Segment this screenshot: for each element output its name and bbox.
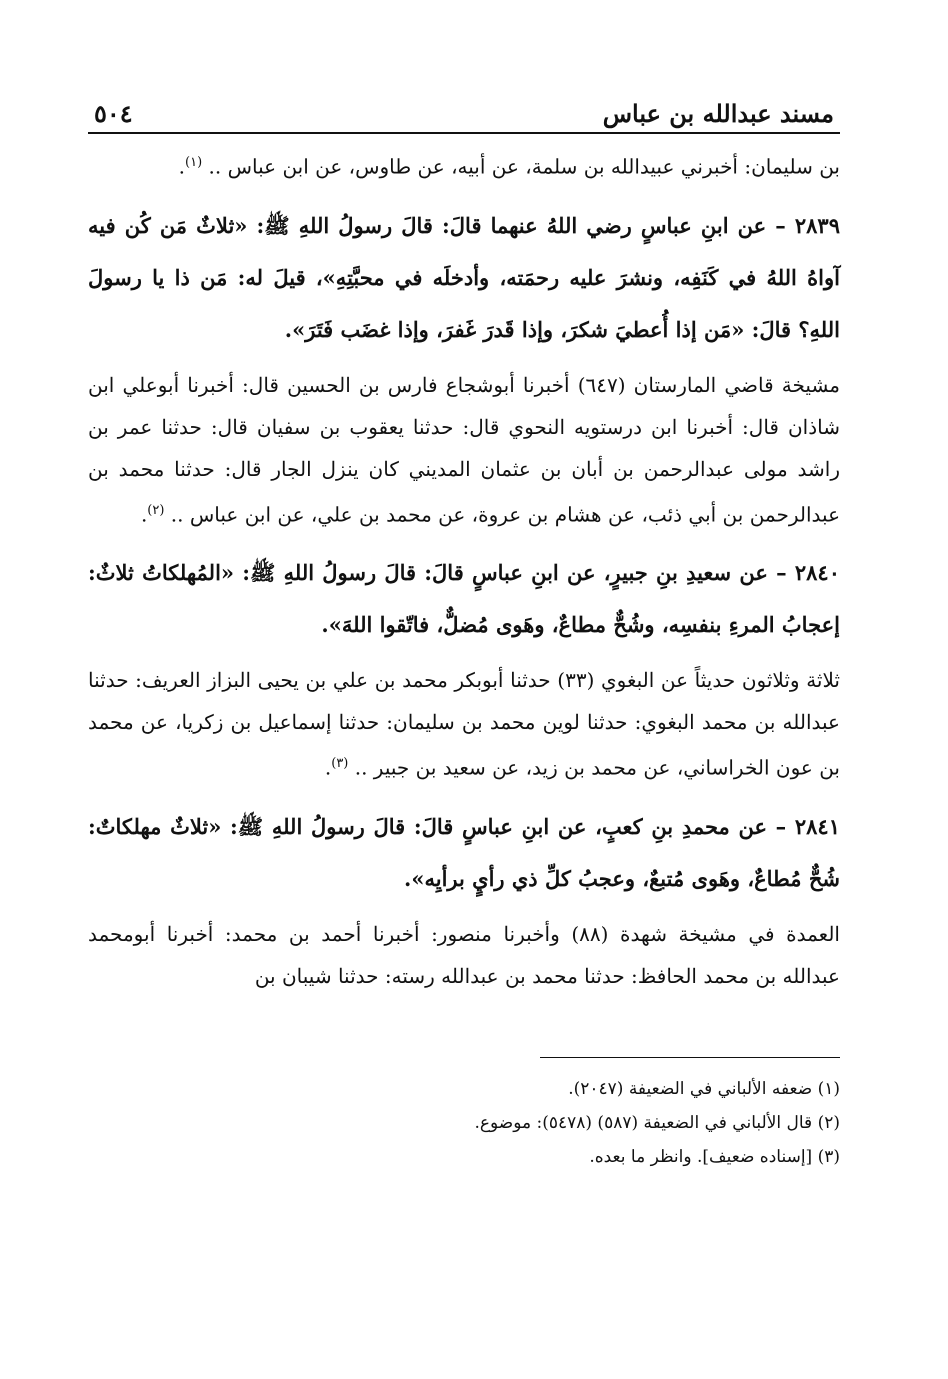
footnote-separator xyxy=(540,1057,840,1058)
hadith-2840: ٢٨٤٠ – عن سعيدِ بنِ جبيرٍ، عن ابنِ عباسٍ قالَ: قالَ رسولُ اللهِ ﷺ: «المُهلكاتُ ثلاثٌ: إعجابُ المرءِ بنفسِه، وشُحٌّ مطاعٌ، وهَوى مُضلٌّ، فاتّقوا اللهَ». xyxy=(88,560,840,638)
source-text-2840: ثلاثة وثلاثون حديثاً عن البغوي (٣٣) حدثنا أبوبكر محمد بن علي بن يحيى البزاز العريف: حدثنا عبدالله بن محمد البغوي: حدثنا لوين محمد بن سليمان: حدثنا إسماعيل بن زكريا، عن محمد بن عون الخراساني، عن محمد بن زيد، عن سعيد بن جبير .. xyxy=(88,668,840,780)
source-paragraph-2839: مشيخة قاضي المارستان (٦٤٧) أخبرنا أبوشجاع فارس بن الحسين قال: أخبرنا أبوعلي ابن شاذان قال: أخبرنا ابن درستويه النحوي قال: حدثنا يعقوب بن سفيان قال: حدثنا عمر بن راشد مولى عبدالرحمن بن أبان بن عثمان المديني كان ينزل الجار قال: حدثنا محمد بن عبدالرحمن بن أبي ذئب، عن هشام بن عروة، عن محمد بن علي، عن ابن عباس .. $^{(٢)}$. xyxy=(88,372,840,527)
source-paragraph-2840: ثلاثة وثلاثون حديثاً عن البغوي (٣٣) حدثنا أبوبكر محمد بن علي بن يحيى البزاز العريف: حدثنا عبدالله بن محمد البغوي: حدثنا لوين محمد بن سليمان: حدثنا إسماعيل بن زكريا، عن محمد بن عون الخراساني، عن محمد بن زيد، عن سعيد بن جبير .. $^{(٣)}$. xyxy=(88,668,840,780)
header-title: مسند عبدالله بن عباس xyxy=(602,99,834,128)
running-header xyxy=(88,88,840,134)
hadith-2839: ٢٨٣٩ – عن ابنِ عباسٍ رضي اللهُ عنهما قالَ: قالَ رسولُ اللهِ ﷺ: «ثلاثٌ مَن كُن فيه آواهُ اللهُ في كَنَفِه، ونشرَ عليه رحمَته، وأدخلَه في محبَّتِهِ»، قيلَ له: مَن ذا يا رسولَ اللهِ؟ قالَ: «مَن إذا أُعطيَ شكرَ، وإذا قَدرَ غَفرَ، وإذا غضَب فَتَرَ». xyxy=(88,212,840,342)
footnote-ref-1: (١) xyxy=(185,155,203,170)
footnote-ref-3: (٣) xyxy=(331,756,349,772)
source-paragraph-2841: العمدة في مشيخة شهدة (٨٨) وأخبرنا منصور: أخبرنا أحمد بن محمد: أخبرنا أبومحمد عبدالله بن محمد الحافظ: حدثنا محمد بن عبدالله رسته: حدثنا شيبان بن xyxy=(88,921,840,988)
page-number: ٥٠٤ xyxy=(94,99,133,128)
continuation-paragraph: بن سليمان: أخبرني عبيدالله بن سلمة، عن أبيه، عن طاوس، عن ابن عباس .. $^{(١)}$. xyxy=(178,154,840,179)
footnote-1: (١) ضعفه الألباني في الضعيفة (٢٠٤٧). xyxy=(568,1078,840,1099)
continuation-text: بن سليمان: أخبرني عبيدالله بن سلمة، عن أبيه، عن طاوس، عن ابن عباس .. xyxy=(208,154,840,179)
footnote-ref-2: (٢) xyxy=(147,502,165,518)
source-text-2839: مشيخة قاضي المارستان (٦٤٧) أخبرنا أبوشجاع فارس بن الحسين قال: أخبرنا أبوعلي ابن شاذان قال: أخبرنا ابن درستويه النحوي قال: حدثنا يعقوب بن سفيان قال: حدثنا عمر بن راشد مولى عبدالرحمن بن أبان بن عثمان المديني كان ينزل الجار قال: حدثنا محمد بن عبدالرحمن بن أبي ذئب، عن هشام بن عروة، عن محمد بن علي، عن ابن عباس .. xyxy=(88,372,840,527)
footnote-3: (٣) [إسناده ضعيف]. وانظر ما بعده. xyxy=(589,1146,840,1167)
book-page xyxy=(88,88,840,1174)
footnote-2: (٢) قال الألباني في الضعيفة (٥٨٧) (٥٤٧٨): موضوع. xyxy=(474,1112,840,1133)
hadith-2841: ٢٨٤١ – عن محمدِ بنِ كعبٍ، عن ابنِ عباسٍ قالَ: قالَ رسولُ اللهِ ﷺ: «ثلاثٌ مهلكاتٌ: شُحٌّ مُطاعٌ، وهَوى مُتبعٌ، وعجبُ كلِّ ذي رأيٍ برأيِه». xyxy=(88,813,840,891)
